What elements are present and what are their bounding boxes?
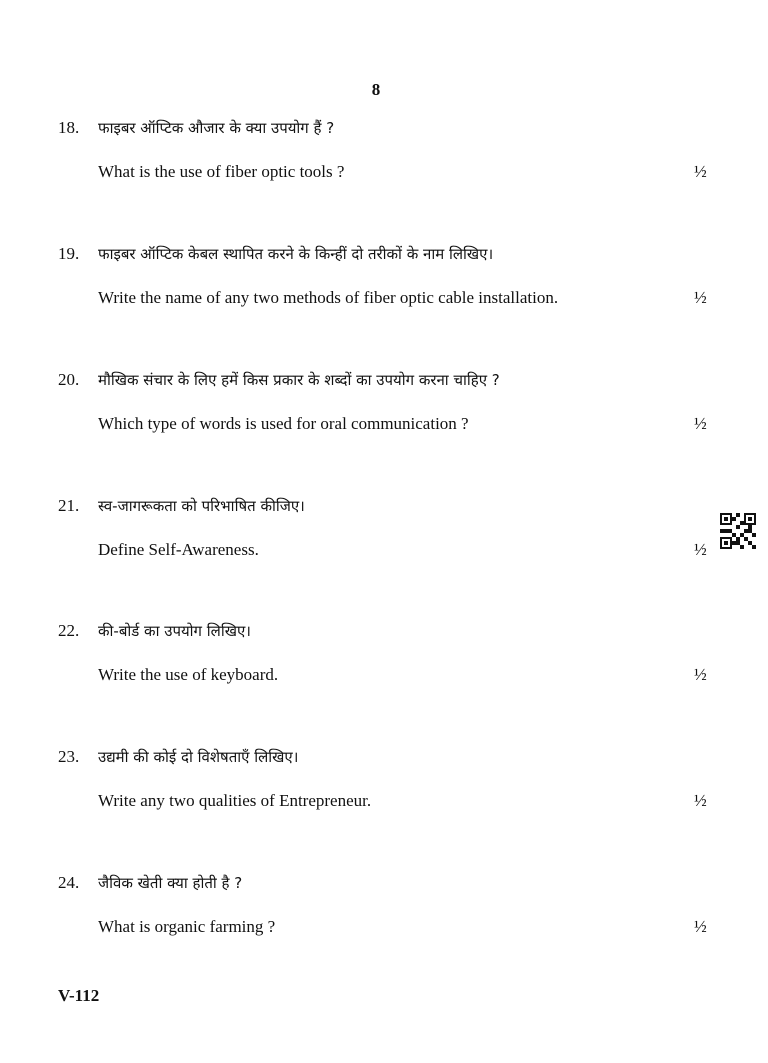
question-number: 24.: [58, 873, 80, 892]
question-number: 23.: [58, 747, 80, 766]
question-23: [0, 747, 768, 827]
question-text-english: Write the use of keyboard.: [98, 665, 279, 684]
question-text-english: Which type of words is used for oral communication ?: [98, 414, 469, 433]
question-marks: ½: [694, 791, 707, 810]
paper-code: V-112: [58, 986, 100, 1005]
question-number: 20.: [58, 370, 80, 389]
question-22: [0, 621, 768, 701]
question-number: 19.: [58, 244, 80, 263]
qr-code: [720, 513, 756, 549]
question-text-english: Write any two qualities of Entrepreneur.: [98, 791, 372, 810]
question-marks: ½: [694, 665, 707, 684]
question-text-hindi: फाइबर ऑप्टिक औजार के क्या उपयोग हैं ?: [98, 119, 335, 137]
question-text-hindi: उद्यमी की कोई दो विशेषताएँ लिखिए।: [98, 748, 299, 766]
question-marks: ½: [694, 162, 707, 181]
question-marks: ½: [694, 917, 707, 936]
question-text-hindi: की-बोर्ड का उपयोग लिखिए।: [98, 622, 251, 640]
question-19: [0, 244, 768, 324]
question-marks: ½: [694, 414, 707, 433]
page-number: 8: [371, 80, 381, 99]
question-24: [0, 873, 768, 953]
question-number: 21.: [58, 496, 80, 515]
question-number: 22.: [58, 621, 80, 640]
question-18: [0, 118, 768, 198]
question-20: [0, 370, 768, 450]
question-text-english: What is organic farming ?: [98, 917, 276, 936]
question-text-english: What is the use of fiber optic tools ?: [98, 162, 345, 181]
question-text-hindi: जैविक खेती क्या होती है ?: [98, 874, 243, 892]
question-text-hindi: मौखिक संचार के लिए हमें किस प्रकार के शब्दों का उपयोग करना चाहिए ?: [98, 371, 500, 389]
question-21: [0, 496, 768, 576]
question-text-english: Write the name of any two methods of fiber optic cable installation.: [98, 288, 559, 307]
question-marks: ½: [694, 288, 707, 307]
question-number: 18.: [58, 118, 80, 137]
question-marks: ½: [694, 540, 707, 559]
question-text-english: Define Self-Awareness.: [98, 540, 259, 559]
question-text-hindi: स्व-जागरूकता को परिभाषित कीजिए।: [98, 497, 305, 515]
question-text-hindi: फाइबर ऑप्टिक केबल स्थापित करने के किन्हीं दो तरीकों के नाम लिखिए।: [98, 245, 494, 263]
